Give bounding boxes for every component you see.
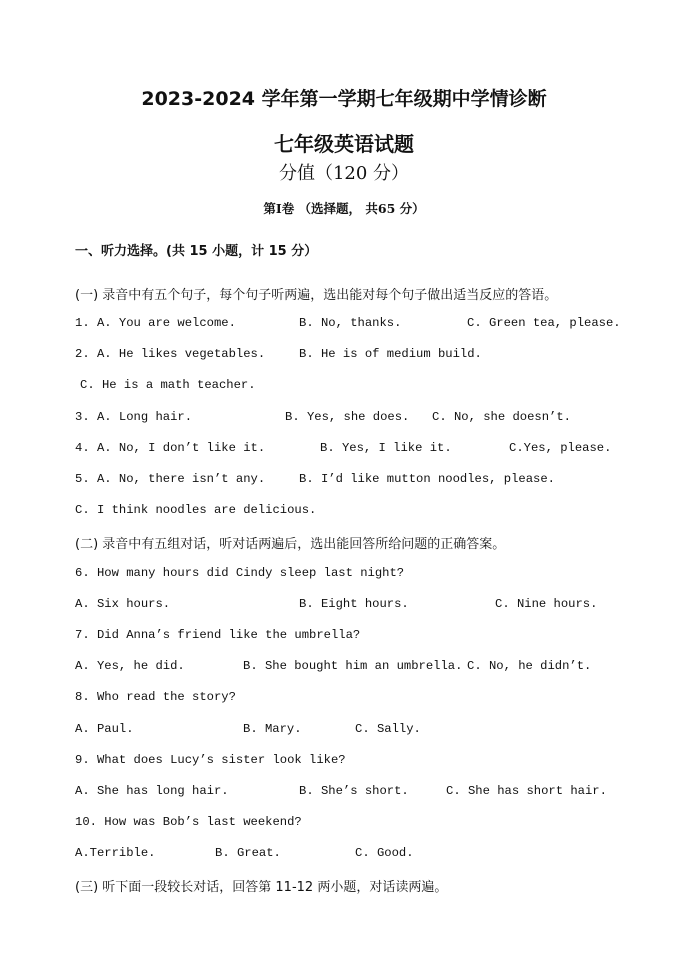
q6-option-a: A. Six hours. xyxy=(75,597,171,611)
q9-option-a: A. She has long hair. xyxy=(75,784,229,798)
q8-option-a: A. Paul. xyxy=(75,722,134,736)
q2-option-b: B. He is of medium build. xyxy=(299,347,482,361)
q8-option-b: B. Mary. xyxy=(243,722,302,736)
part1-instruction: (一) 录音中有五个句子，每个句子听两遍，选出能对每个句子做出适当反应的答语。 xyxy=(75,288,558,303)
q10-option-b: B. Great. xyxy=(215,846,281,860)
q5-option-a: 5. A. No, there isn’t any. xyxy=(75,472,266,486)
q9-question: 9. What does Lucy’s sister look like? xyxy=(75,753,346,767)
exam-subtitle: 七年级英语试题 xyxy=(274,132,414,156)
q3-option-b: B. Yes, she does. xyxy=(285,410,410,424)
q6-question: 6. How many hours did Cindy sleep last night? xyxy=(75,566,405,580)
section1-heading: 一、听力选择。(共 15 小题，计 15 分） xyxy=(75,244,318,259)
q7-question: 7. Did Anna’s friend like the umbrella? xyxy=(75,628,361,642)
volume-heading: 第Ⅰ卷 （选择题， 共65 分） xyxy=(263,201,425,216)
q6-option-b: B. Eight hours. xyxy=(299,597,409,611)
q9-option-b: B. She’s short. xyxy=(299,784,409,798)
q9-option-c: C. She has short hair. xyxy=(446,784,607,798)
q3-option-a: 3. A. Long hair. xyxy=(75,410,193,424)
q4-option-b: B. Yes, I like it. xyxy=(320,441,452,455)
q10-option-a: A.Terrible. xyxy=(75,846,156,860)
q7-option-a: A. Yes, he did. xyxy=(75,659,185,673)
q10-option-c: C. Good. xyxy=(355,846,414,860)
q5-option-b: B. I’d like mutton noodles, please. xyxy=(299,472,555,486)
q8-option-c: C. Sally. xyxy=(355,722,421,736)
exam-score: 分值（120 分） xyxy=(278,163,410,184)
part2-instruction: (二) 录音中有五组对话，听对话两遍后，选出能回答所给问题的正确答案。 xyxy=(75,537,506,552)
q2-option-a: 2. A. He likes vegetables. xyxy=(75,347,266,361)
q3-option-c: C. No, she doesn’t. xyxy=(432,410,571,424)
exam-title: 2023-2024 学年第一学期七年级期中学情诊断 xyxy=(141,88,547,110)
q10-question: 10. How was Bob’s last weekend? xyxy=(75,815,302,829)
q4-option-c: C.Yes, please. xyxy=(509,441,612,455)
q2-option-c: C. He is a math teacher. xyxy=(80,378,256,392)
part3-instruction: (三) 听下面一段较长对话，回答第 11-12 两小题，对话读两遍。 xyxy=(75,880,448,895)
q8-question: 8. Who read the story? xyxy=(75,690,236,704)
q1-option-c: C. Green tea, please. xyxy=(467,316,621,330)
q5-option-c: C. I think noodles are delicious. xyxy=(75,503,317,517)
q1-option-b: B. No, thanks. xyxy=(299,316,402,330)
q4-option-a: 4. A. No, I don’t like it. xyxy=(75,441,266,455)
q1-option-a: 1. A. You are welcome. xyxy=(75,316,236,330)
q6-option-c: C. Nine hours. xyxy=(495,597,598,611)
q7-option-b: B. She bought him an umbrella. xyxy=(243,659,463,673)
q7-option-c: C. No, he didn’t. xyxy=(467,659,592,673)
